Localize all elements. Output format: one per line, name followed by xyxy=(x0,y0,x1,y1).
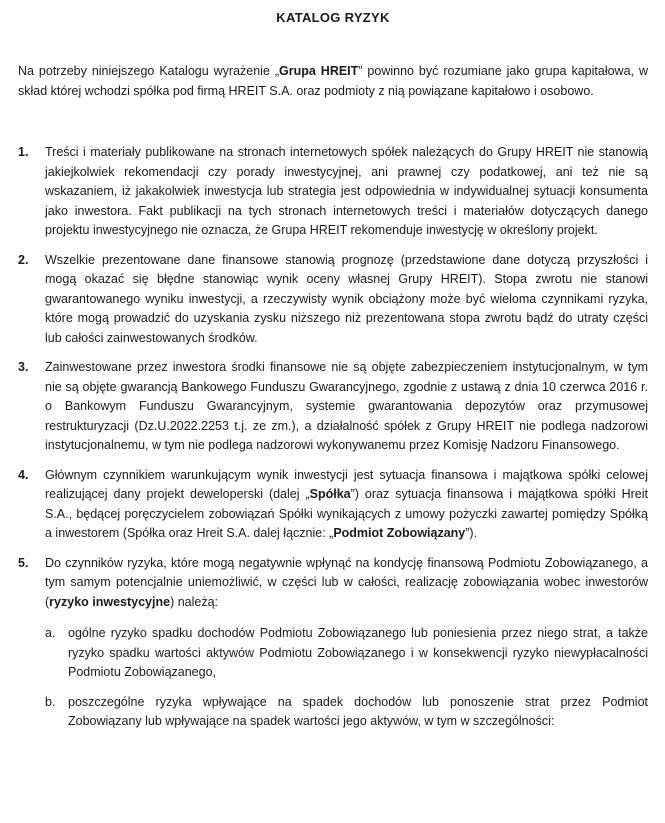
item-text: Zainwestowane przez inwestora środki finansowe nie są objęte zabezpieczeniem instytucjonalnym, w tym nie są objęte gwarancją Bankowego Funduszu Gwarancyjnego, zgodnie z ustawą z dnia 10 czerwca 2016 r. o Bankowym Funduszu Gwarancyjnym, systemie gwarantowania depozytów oraz przymusowej restrukturyzacji (Dz.U.2022.2253 t.j. ze zm.), a działalność spółek z Grupy HREIT nie podlega nadzorowi instytucjonalnemu, w tym nie podlega nadzorowi wykonywanemu przez Komisję Nadzoru Finansowego. xyxy=(45,360,648,452)
item-text-lead: Do czynników ryzyka, które mogą negatywnie wpłynąć na kondycję finansową Podmiotu Zobowiązanego, a tym samym potencjalnie uniemożliwić, w części lub w całości, realizację zobowiązania wobec inwestorów (ryzyko inwestycyjne) należą: xyxy=(45,555,648,609)
list-item-5 xyxy=(18,554,648,732)
list-item-2 xyxy=(18,251,648,349)
subitem-letter: b. xyxy=(45,694,56,709)
item-text xyxy=(45,554,648,732)
item-number: 1. xyxy=(18,145,29,159)
item-text: Treści i materiały publikowane na stronach internetowych spółek należących do Grupy HREIT nie stanowią jakiejkolwiek rekomendacji czy porady inwestycyjnej, ani prawnej czy podatkowej, ani też nie są wskazaniem, iż jakakolwiek inwestycja lub strategia jest odpowiednia w indywidualnej sytuacji konsumenta jako inwestora. Fakt publikacji na tych stronach internetowych treści i materiałów dotyczących danego projektu inwestycyjnego nie oznacza, że Grupa HREIT rekomenduje inwestycję w określony projekt. xyxy=(45,145,648,237)
item-text: Wszelkie prezentowane dane finansowe stanowią prognozę (przedstawione dane dotyczą przyszłości i mogą okazać się błędne stanowiąc wynik oceny własnej Grupy HREIT). Stopa zwrotu nie stanowi gwarantowanego wyniku inwestycji, a rzeczywisty wynik obciążony może być wieloma czynnikami ryzyka, które mogą prowadzić do uzyskania zysku niższego niż prezentowana stopa zwrotu bądź do utraty części lub całości zainwestowanych środków. xyxy=(45,252,648,345)
list-item-4 xyxy=(18,466,648,544)
item-number: 4. xyxy=(18,467,29,482)
subitem-text: poszczególne ryzyka wpływające na spadek dochodów lub ponoszenie strat przez Podmiot Zobowiązany lub wpływające na spadek wartości jego aktywów, w tym w szczególności: xyxy=(68,694,648,728)
subitem-b xyxy=(45,693,648,732)
intro-paragraph: Na potrzeby niniejszego Katalogu wyrażenie „Grupa HREIT” powinno być rozumiane jako grupa kapitałowa, w skład której wchodzi spółka pod firmą HREIT S.A. oraz podmioty z nią powiązane kapitałowo i osobowo. xyxy=(18,64,648,98)
subitem-text: ogólne ryzyko spadku dochodów Podmiotu Zobowiązanego lub poniesienia przez niego strat, a także ryzyko spadku wartości aktywów Podmiotu Zobowiązanego i w konsekwencji ryzyko niewypłacalności Podmiotu Zobowiązanego, xyxy=(68,626,648,679)
list-item-3 xyxy=(18,358,648,456)
subitem-a xyxy=(45,624,648,683)
subitem-letter: a. xyxy=(45,626,56,640)
subitem-list xyxy=(45,624,648,732)
item-number: 5. xyxy=(18,555,29,570)
list-item-1 xyxy=(18,143,648,241)
item-text: Głównym czynnikiem warunkującym wynik inwestycji jest sytuacja finansowa i majątkowa spółki celowej realizującej dany projekt deweloperski (dalej „Spółka”) oraz sytuacja finansowa i majątkowa spółki Hreit S.A., będącej poręczycielem zobowiązań Spółki wynikających z umowy pożyczki zawartej pomiędzy Spółką a inwestorem (Spółka oraz Hreit S.A. dalej łącznie: „Podmiot Zobowiązany”). xyxy=(45,467,648,540)
document-title: KATALOG RYZYK xyxy=(276,10,390,25)
item-number: 2. xyxy=(18,252,29,267)
item-number: 3. xyxy=(18,360,29,374)
